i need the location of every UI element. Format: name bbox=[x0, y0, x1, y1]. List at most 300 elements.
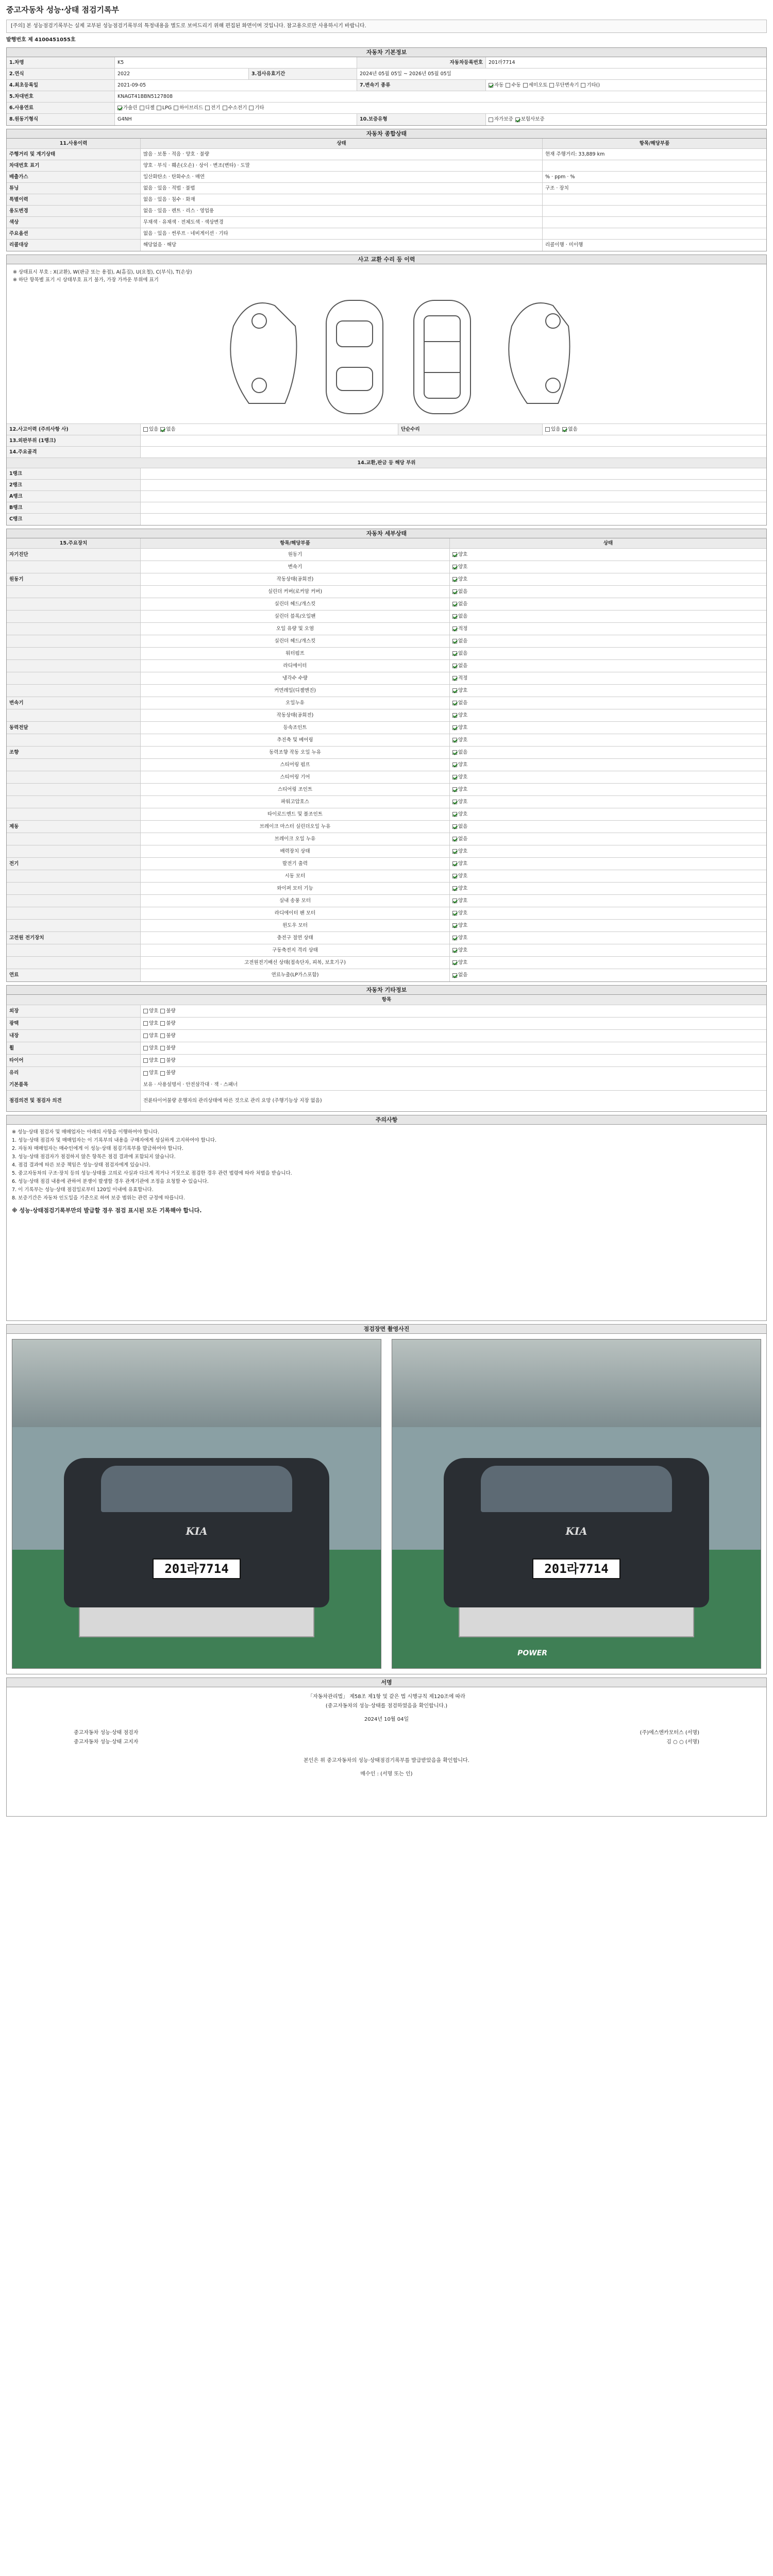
detail-item: 냉각수 수량 bbox=[141, 672, 450, 684]
detail-row bbox=[7, 944, 766, 957]
detail-rows bbox=[7, 549, 766, 981]
sign-line-1: 「자동차관리법」 제58조 제1항 및 같은 법 시행규칙 제120조에 따라 bbox=[308, 1694, 465, 1700]
checkbox-option[interactable] bbox=[452, 750, 467, 756]
detail-state bbox=[450, 957, 766, 969]
checkbox-option[interactable] bbox=[143, 1045, 158, 1052]
notes-line: 3. 성능·상태 점검자가 점검하지 않은 항목은 점검 결과에 포함되지 않습니다. bbox=[12, 1154, 176, 1160]
checkbox-icon bbox=[223, 106, 227, 110]
checkbox-icon bbox=[452, 960, 457, 965]
checkbox-option[interactable] bbox=[452, 836, 467, 842]
rank-row bbox=[7, 491, 766, 502]
checkbox-option[interactable] bbox=[549, 82, 579, 89]
notes-line: 4. 점검 결과에 따른 보증 책임은 성능·상태 점검자에게 있습니다. bbox=[12, 1162, 150, 1168]
detail-row bbox=[7, 586, 766, 598]
checkbox-option[interactable] bbox=[452, 774, 467, 781]
checkbox-label: 가솔린 bbox=[123, 105, 138, 111]
detail-row bbox=[7, 747, 766, 759]
car-name: K5 bbox=[115, 57, 357, 68]
extra-state bbox=[141, 1030, 766, 1042]
overall-item: 색상 bbox=[7, 217, 141, 228]
detail-state bbox=[450, 747, 766, 758]
notes-line: 7. 이 기록부는 성능·상태 점검일로부터 120일 이내에 유효합니다. bbox=[12, 1187, 154, 1193]
checkbox-icon bbox=[452, 886, 457, 891]
detail-state bbox=[450, 883, 766, 894]
checkbox-option[interactable] bbox=[452, 577, 467, 583]
checkbox-option[interactable] bbox=[452, 725, 467, 731]
detail-group bbox=[7, 870, 141, 882]
checkbox-option[interactable] bbox=[545, 427, 560, 433]
detail-state bbox=[450, 648, 766, 659]
detail-item: 배력장치 상태 bbox=[141, 845, 450, 857]
parts-heading: 14.교환,판금 등 해당 부위 bbox=[7, 458, 766, 468]
checkbox-option[interactable] bbox=[452, 552, 467, 558]
checkbox-option[interactable] bbox=[143, 1058, 158, 1064]
detail-item: 작동상태(공회전) bbox=[141, 573, 450, 585]
detail-group bbox=[7, 660, 141, 672]
detail-state bbox=[450, 920, 766, 931]
reg-label: 자동차등록번호 bbox=[357, 57, 486, 68]
overall-heading: 자동차 종합상태 bbox=[7, 129, 766, 139]
detail-state bbox=[450, 784, 766, 795]
trans-label: 7.변속기 종류 bbox=[357, 80, 486, 91]
checkbox-label: 불량 bbox=[166, 1057, 176, 1063]
checkbox-icon bbox=[143, 1071, 148, 1076]
checkbox-option[interactable] bbox=[452, 700, 467, 706]
extra-state bbox=[141, 1055, 766, 1066]
extra-state bbox=[141, 1018, 766, 1029]
detail-group: 조향 bbox=[7, 747, 141, 758]
doc-title: 중고자동차 성능·상태 점검기록부 bbox=[6, 5, 120, 14]
checkbox-option[interactable] bbox=[160, 1045, 175, 1052]
checkbox-icon bbox=[452, 738, 457, 742]
detail-item: 커먼레일(디젤엔진) bbox=[141, 685, 450, 697]
checkbox-option[interactable] bbox=[452, 824, 467, 830]
checkbox-option[interactable] bbox=[174, 105, 203, 111]
checkbox-icon bbox=[160, 1071, 165, 1076]
checkbox-icon bbox=[452, 602, 457, 606]
checkbox-icon bbox=[515, 117, 520, 122]
checkbox-option[interactable] bbox=[143, 1008, 158, 1014]
checkbox-icon bbox=[452, 639, 457, 643]
checkbox-icon bbox=[452, 762, 457, 767]
checkbox-icon bbox=[452, 688, 457, 693]
extra-row bbox=[7, 1005, 766, 1018]
detail-group: 연료 bbox=[7, 969, 141, 981]
detail-group: 자기진단 bbox=[7, 549, 141, 561]
detail-heading: 자동차 세부상태 bbox=[7, 529, 766, 538]
detail-item: 타이로드엔드 및 볼조인트 bbox=[141, 808, 450, 820]
detail-group: 전기 bbox=[7, 858, 141, 870]
checkbox-label: 양호 bbox=[458, 947, 468, 953]
detail-item: 실린더 커버(로커암 커버) bbox=[141, 586, 450, 598]
extra-item: 타이어 bbox=[7, 1055, 141, 1066]
overall-state: 없음 · 있음 · 렌트 · 리스 · 영업용 bbox=[141, 206, 543, 216]
detail-item: 연료누출(LP가스포함) bbox=[141, 969, 450, 981]
checkbox-icon bbox=[452, 676, 457, 681]
checkbox-option[interactable] bbox=[205, 105, 220, 111]
checkbox-label: 전기 bbox=[211, 105, 221, 111]
vin: KNAGT41BBN5127808 bbox=[117, 93, 173, 99]
checkbox-icon bbox=[157, 106, 161, 110]
rank-label: A랭크 bbox=[7, 491, 141, 502]
checkbox-label: 양호 bbox=[149, 1045, 159, 1051]
sign-date: 2024년 10월 04일 bbox=[364, 1717, 409, 1722]
extra-state bbox=[141, 1005, 766, 1017]
detail-group bbox=[7, 635, 141, 647]
checkbox-option[interactable] bbox=[452, 972, 467, 978]
rank-row bbox=[7, 514, 766, 525]
detail-item: 브레이크 오일 누유 bbox=[141, 833, 450, 845]
checkbox-label: 없음 bbox=[458, 823, 468, 829]
detail-state bbox=[450, 660, 766, 672]
detail-row bbox=[7, 796, 766, 808]
overall-row bbox=[7, 228, 766, 240]
dealer-label: 중고자동차 성능·상태 고지자 bbox=[74, 1739, 139, 1745]
checkbox-option[interactable] bbox=[143, 1070, 158, 1076]
overall-row bbox=[7, 206, 766, 217]
checkbox-label: 디젤 bbox=[145, 105, 155, 111]
basic-info-heading: 자동차 기본정보 bbox=[7, 48, 766, 57]
detail-state bbox=[450, 598, 766, 610]
checkbox-label: 양호 bbox=[458, 860, 468, 867]
extra-item: 내장 bbox=[7, 1030, 141, 1042]
overall-state: 없음 · 있음 · 침수 · 화재 bbox=[141, 194, 543, 205]
rank-label: 2랭크 bbox=[7, 480, 141, 490]
checkbox-icon bbox=[452, 911, 457, 916]
checkbox-icon bbox=[489, 117, 493, 122]
checkbox-icon bbox=[452, 725, 457, 730]
checkbox-option[interactable] bbox=[452, 910, 467, 917]
detail-row bbox=[7, 697, 766, 709]
checkbox-icon bbox=[143, 1033, 148, 1038]
detail-state bbox=[450, 845, 766, 857]
checkbox-option[interactable] bbox=[452, 861, 467, 867]
overall-item: 주요옵션 bbox=[7, 228, 141, 239]
detail-group: 동력전달 bbox=[7, 722, 141, 734]
notes-line: 5. 중고자동차의 구조·장치 등의 성능·상태를 고의로 사실과 다르게 적거나 거짓으로 점검한 경우 관련 법령에 따라 처벌을 받습니다. bbox=[12, 1171, 292, 1176]
checkbox-option[interactable] bbox=[452, 589, 467, 595]
checkbox-option[interactable] bbox=[117, 105, 138, 111]
remarks-label: 점검의견 및 점검자 의견 bbox=[7, 1091, 141, 1111]
detail-group bbox=[7, 561, 141, 573]
rank-value bbox=[141, 502, 766, 513]
checkbox-option[interactable] bbox=[452, 787, 467, 793]
checkbox-option[interactable] bbox=[452, 675, 467, 682]
overall-row bbox=[7, 194, 766, 206]
checkbox-icon bbox=[452, 787, 457, 792]
notes-heading: 주의사항 bbox=[7, 1115, 766, 1125]
overall-note bbox=[543, 206, 766, 216]
overall-col-item: 11.사용이력 bbox=[7, 139, 141, 148]
checkbox-option[interactable] bbox=[452, 886, 467, 892]
checkbox-option[interactable] bbox=[452, 849, 467, 855]
checkbox-option[interactable] bbox=[452, 811, 467, 818]
detail-row bbox=[7, 660, 766, 672]
checkbox-icon bbox=[452, 589, 457, 594]
car-side-left bbox=[230, 303, 296, 403]
detail-state bbox=[450, 833, 766, 845]
checkbox-label: 있음 bbox=[551, 426, 561, 432]
wheel-icon bbox=[546, 314, 560, 328]
detail-group bbox=[7, 944, 141, 956]
checkbox-option[interactable] bbox=[506, 82, 520, 89]
checkbox-icon bbox=[489, 83, 493, 88]
detail-state bbox=[450, 697, 766, 709]
checkbox-option[interactable] bbox=[581, 82, 600, 89]
detail-group: 변속기 bbox=[7, 697, 141, 709]
checkbox-label: 양호 bbox=[458, 761, 468, 768]
valid-label: 3.검사유효기간 bbox=[249, 69, 357, 79]
checkbox-icon bbox=[117, 106, 122, 110]
checkbox-icon bbox=[452, 701, 457, 705]
checkbox-icon bbox=[581, 83, 585, 88]
detail-group bbox=[7, 672, 141, 684]
checkbox-label: 있음 bbox=[149, 426, 159, 432]
detail-row bbox=[7, 635, 766, 648]
detail-row bbox=[7, 722, 766, 734]
checkbox-option[interactable] bbox=[452, 873, 467, 879]
detail-row bbox=[7, 895, 766, 907]
detail-state bbox=[450, 672, 766, 684]
checkbox-icon bbox=[452, 577, 457, 582]
overall-state: 일산화탄소 · 탄화수소 · 매연 bbox=[141, 172, 543, 182]
checkbox-option[interactable] bbox=[143, 1033, 158, 1039]
sign-line-2: (중고자동차의 성능·상태를 점검하였음을 확인합니다.) bbox=[325, 1703, 448, 1709]
extra-row bbox=[7, 1030, 766, 1042]
document bbox=[6, 5, 767, 1820]
detail-row bbox=[7, 611, 766, 623]
detail-state bbox=[450, 734, 766, 746]
detail-state bbox=[450, 932, 766, 944]
checkbox-option[interactable] bbox=[515, 116, 545, 123]
checkbox-label: 양호 bbox=[458, 551, 468, 557]
notes-line: ※ 성능·상태 점검자 및 매매업자는 아래의 사항을 이행하여야 합니다. bbox=[12, 1129, 159, 1135]
rank-row bbox=[7, 480, 766, 491]
extra-state bbox=[141, 1067, 766, 1079]
overall-note bbox=[543, 228, 766, 239]
checkbox-option[interactable] bbox=[523, 82, 548, 89]
checkbox-icon bbox=[143, 1058, 148, 1063]
checkbox-option[interactable] bbox=[160, 1021, 175, 1027]
checkbox-label: 없음 bbox=[458, 588, 468, 595]
wheel-icon bbox=[252, 378, 266, 393]
checkbox-label: 보험사보증 bbox=[520, 116, 545, 123]
checkbox-label: 양호 bbox=[458, 799, 468, 805]
overall-state: 없음 · 있음 · 썬루프 · 네비게이션 · 기타 bbox=[141, 228, 543, 239]
checkbox-icon bbox=[452, 800, 457, 804]
rank-value bbox=[141, 514, 766, 525]
detail-state bbox=[450, 709, 766, 721]
detail-state bbox=[450, 635, 766, 647]
checkbox-icon bbox=[549, 83, 554, 88]
checkbox-option[interactable] bbox=[452, 737, 467, 743]
checkbox-option[interactable] bbox=[143, 1021, 158, 1027]
checkbox-label: 적정 bbox=[458, 675, 468, 681]
checkbox-label: 자가보증 bbox=[494, 116, 513, 123]
trans-options bbox=[486, 80, 766, 91]
detail-state bbox=[450, 685, 766, 697]
checkbox-option[interactable] bbox=[452, 947, 467, 954]
notes-line: 6. 성능·상태 점검 내용에 관하여 분쟁이 발생할 경우 관계기관에 조정을 요청할 수 있습니다. bbox=[12, 1179, 209, 1184]
notice-text: [주의] 본 성능점검기록부는 실제 교부된 성능점검기록부의 특정내용을 별도로 보여드리기 위해 편집된 화면이며 것입니다. 참고용으로만 사용하시기 바랍니다. bbox=[6, 20, 767, 33]
checkbox-option[interactable] bbox=[452, 564, 467, 570]
overall-state: 해당없음 · 해당 bbox=[141, 240, 543, 251]
checkbox-icon bbox=[249, 106, 254, 110]
checkbox-option[interactable] bbox=[249, 105, 264, 111]
extra-item: 광택 bbox=[7, 1018, 141, 1029]
signature-body bbox=[7, 1687, 766, 1816]
detail-group bbox=[7, 845, 141, 857]
detail-group bbox=[7, 623, 141, 635]
checkbox-label: 양호 bbox=[149, 1057, 159, 1063]
detail-row bbox=[7, 808, 766, 821]
detail-item: 오일누유 bbox=[141, 697, 450, 709]
vin-label: 5.차대번호 bbox=[7, 91, 115, 102]
extra-item: 외장 bbox=[7, 1005, 141, 1017]
checkbox-option[interactable] bbox=[160, 1058, 175, 1064]
overall-note: 현재 주행거리: 33,889 km bbox=[545, 151, 605, 157]
checkbox-option[interactable] bbox=[160, 427, 175, 433]
checkbox-icon bbox=[160, 427, 165, 432]
sign-confirm: 본인은 위 중고자동차의 성능·상태점검기록부를 발급받았음을 확인합니다. bbox=[304, 1758, 469, 1764]
checkbox-option[interactable] bbox=[452, 898, 467, 904]
checkbox-option[interactable] bbox=[452, 935, 467, 941]
detail-group bbox=[7, 920, 141, 931]
detail-state bbox=[450, 796, 766, 808]
detail-col-item: 항목/해당부품 bbox=[141, 538, 450, 548]
checkbox-option[interactable] bbox=[157, 105, 172, 111]
overall-state: 없음 · 있음 · 적법 · 불법 bbox=[141, 183, 543, 194]
car-frame bbox=[414, 300, 470, 414]
fuel-label: 6.사용연료 bbox=[7, 103, 115, 113]
detail-item: 실린더 헤드/개스킷 bbox=[141, 635, 450, 647]
exterior-label: 13.외판부위 (1랭크) bbox=[7, 435, 141, 446]
detail-item: 변속기 bbox=[141, 561, 450, 573]
detail-row bbox=[7, 932, 766, 944]
notes-footer: ※ 성능·상태점검기록부만의 발급할 경우 점검 표시된 모든 기록해야 합니다. bbox=[12, 1207, 202, 1214]
checkbox-label: 없음 bbox=[568, 426, 578, 432]
checkbox-icon bbox=[452, 973, 457, 978]
checkbox-option[interactable] bbox=[452, 688, 467, 694]
checkbox-option[interactable] bbox=[452, 663, 467, 669]
checkbox-option[interactable] bbox=[452, 799, 467, 805]
overall-note bbox=[543, 160, 766, 171]
wheel-icon bbox=[546, 378, 560, 393]
detail-state bbox=[450, 759, 766, 771]
checkbox-option[interactable] bbox=[140, 105, 155, 111]
detail-row bbox=[7, 784, 766, 796]
detail-group bbox=[7, 685, 141, 697]
detail-item: 와이퍼 모터 기능 bbox=[141, 883, 450, 894]
detail-state bbox=[450, 821, 766, 833]
checkbox-option[interactable] bbox=[452, 762, 467, 768]
checkbox-option[interactable] bbox=[452, 960, 467, 966]
extra-row bbox=[7, 1067, 766, 1079]
detail-col-state: 상태 bbox=[450, 538, 766, 548]
checkbox-option[interactable] bbox=[489, 82, 503, 89]
checkbox-icon bbox=[562, 427, 567, 432]
checkbox-label: 양호 bbox=[458, 811, 468, 817]
detail-row bbox=[7, 833, 766, 845]
overall-row bbox=[7, 240, 766, 251]
checkbox-option[interactable] bbox=[452, 923, 467, 929]
detail-group bbox=[7, 611, 141, 622]
overall-section bbox=[6, 129, 767, 251]
checkbox-option[interactable] bbox=[223, 105, 247, 111]
accident-section bbox=[6, 255, 767, 526]
detail-state bbox=[450, 722, 766, 734]
detail-row bbox=[7, 883, 766, 895]
photos-section bbox=[6, 1324, 767, 1674]
checkbox-option[interactable] bbox=[452, 601, 467, 607]
detail-group bbox=[7, 907, 141, 919]
extra-col: 항목 bbox=[7, 995, 766, 1005]
checkbox-label: 불량 bbox=[166, 1008, 176, 1014]
detail-row bbox=[7, 623, 766, 635]
checkbox-option[interactable] bbox=[160, 1008, 175, 1014]
checkbox-option[interactable] bbox=[562, 427, 577, 433]
rank-row bbox=[7, 502, 766, 514]
rank-value bbox=[141, 468, 766, 479]
detail-group: 고전원 전기장치 bbox=[7, 932, 141, 944]
detail-item: 시동 모터 bbox=[141, 870, 450, 882]
wheel-icon bbox=[252, 314, 266, 328]
checkbox-option[interactable] bbox=[452, 638, 467, 645]
year-label: 2.연식 bbox=[7, 69, 115, 79]
checkbox-option[interactable] bbox=[489, 116, 513, 123]
checkbox-option[interactable] bbox=[143, 427, 158, 433]
overall-note: 리콜이행 · 미이행 bbox=[545, 242, 583, 248]
detail-group bbox=[7, 771, 141, 783]
checkbox-option[interactable] bbox=[452, 713, 467, 719]
detail-row bbox=[7, 685, 766, 697]
checkbox-label: 양호 bbox=[458, 885, 468, 891]
detail-row bbox=[7, 561, 766, 573]
detail-row bbox=[7, 598, 766, 611]
checkbox-label: 수동 bbox=[511, 82, 521, 88]
checkbox-label: 양호 bbox=[458, 959, 468, 965]
extra-row bbox=[7, 1018, 766, 1030]
checkbox-icon bbox=[160, 1033, 165, 1038]
basic-info-section bbox=[6, 47, 767, 126]
buyer-sign[interactable]: 매수인 : (서명 또는 인) bbox=[360, 1771, 413, 1777]
detail-item: 라디에이터 bbox=[141, 660, 450, 672]
overall-note: 구조 · 장치 bbox=[545, 185, 569, 191]
checkbox-label: 양호 bbox=[149, 1032, 159, 1039]
checkbox-option[interactable] bbox=[160, 1070, 175, 1076]
license-plate: 201라7714 bbox=[153, 1558, 241, 1579]
extra-row bbox=[7, 1042, 766, 1055]
checkbox-option[interactable] bbox=[452, 626, 467, 632]
detail-group bbox=[7, 586, 141, 598]
checkbox-option[interactable] bbox=[160, 1033, 175, 1039]
detail-row bbox=[7, 672, 766, 685]
detail-item: 브레이크 마스터 실린더오일 누유 bbox=[141, 821, 450, 833]
checkbox-icon bbox=[452, 664, 457, 668]
tools-label: 기본품목 bbox=[7, 1079, 141, 1090]
checkbox-label: 없음 bbox=[458, 601, 468, 607]
detail-row bbox=[7, 734, 766, 747]
photos-row bbox=[7, 1334, 766, 1674]
issue-number: 발행번호 제 4100451055호 bbox=[6, 37, 76, 43]
detail-row bbox=[7, 845, 766, 858]
fuel-options bbox=[115, 103, 766, 113]
checkbox-option[interactable] bbox=[452, 651, 467, 657]
dealer-name: 김 ○ ○ (서명) bbox=[666, 1739, 699, 1745]
detail-state bbox=[450, 969, 766, 981]
checkbox-option[interactable] bbox=[452, 614, 467, 620]
detail-row bbox=[7, 821, 766, 833]
